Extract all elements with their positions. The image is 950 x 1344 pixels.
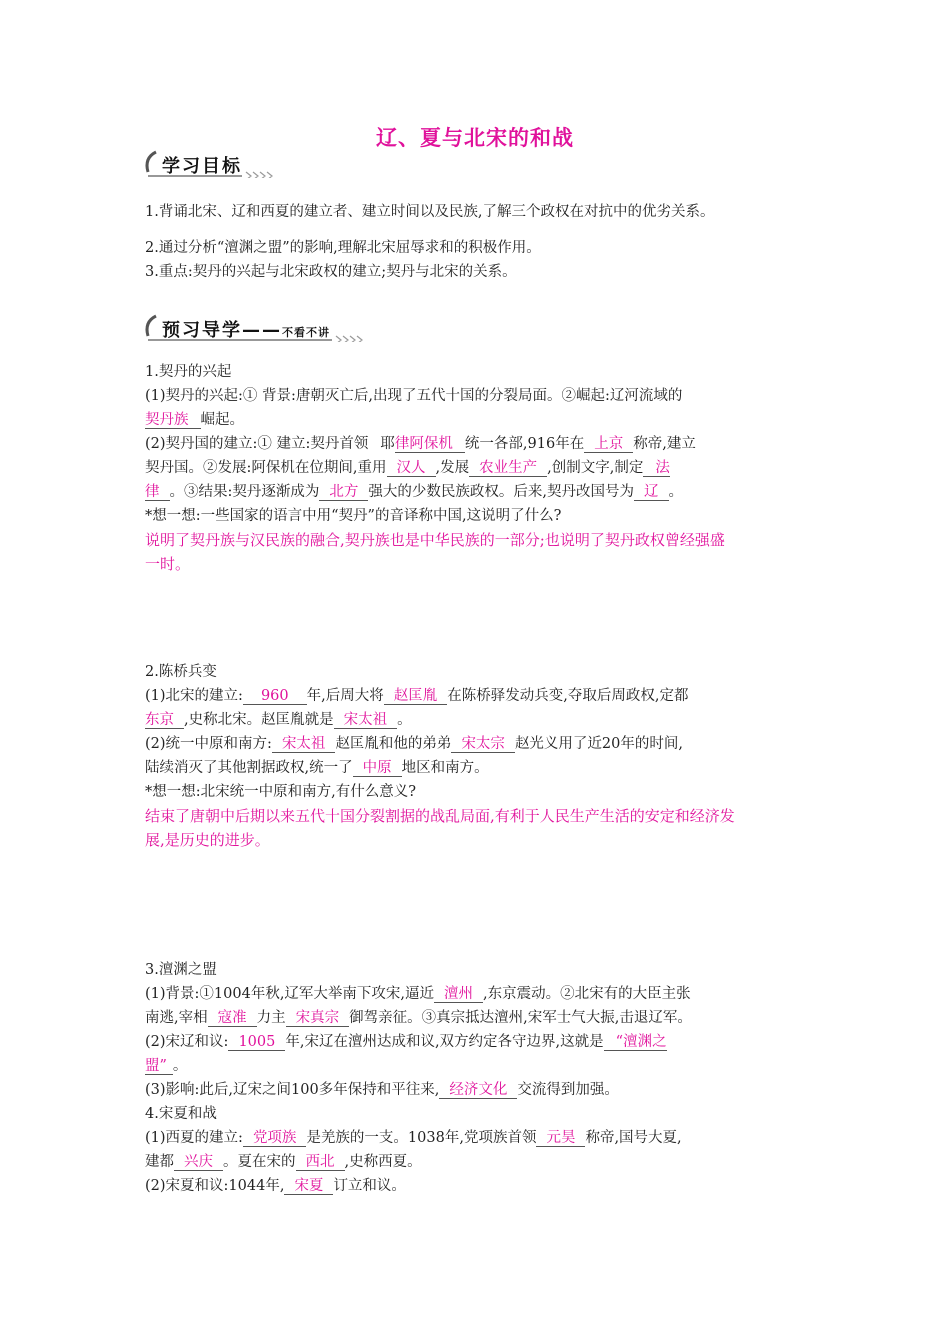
answer-blank: 960 <box>243 688 307 705</box>
text: ,创制文字,制定 <box>547 460 644 476</box>
text-line <box>145 1030 810 1054</box>
text: 称帝,国号大夏, <box>585 1130 682 1146</box>
text: (1)北宋的建立: <box>145 688 243 704</box>
text: 建都 <box>145 1154 174 1170</box>
text: (3)影响:此后,辽宋之间100多年保持和平往来, <box>145 1082 440 1098</box>
objectives-list <box>145 200 810 284</box>
text: (1)西夏的建立: <box>145 1130 243 1146</box>
text-line <box>145 1174 810 1198</box>
think-answer: 说明了契丹族与汉民族的融合,契丹族也是中华民族的一部分;也说明了契丹政权曾经强盛 <box>145 531 725 549</box>
text-line <box>145 756 810 780</box>
text: ,东京震动。②北宋有的大臣主张 <box>483 986 691 1002</box>
text-line <box>145 480 810 504</box>
text: (2)统一中原和南方: <box>145 736 272 752</box>
text: 契丹国。②发展:阿保机在位期间,重用 <box>145 460 387 476</box>
text-line <box>145 732 810 756</box>
text: (1)背景:①1004年秋,辽军大举南下攻宋,逼近 <box>145 986 435 1002</box>
answer-blank: 北方 <box>319 484 368 501</box>
answer-blank: 宋夏 <box>284 1178 333 1195</box>
text: 南逃,宰相 <box>145 1010 208 1026</box>
text: 御驾亲征。③真宗抵达澶州,宋军士气大振,击退辽军。 <box>349 1010 692 1026</box>
text: 统一各部,916年在 <box>464 436 585 452</box>
answer-blank: 元昊 <box>536 1130 585 1147</box>
part-chanyuan <box>145 958 810 1102</box>
text: 。夏在宋的 <box>223 1154 296 1170</box>
text-line <box>145 1126 810 1150</box>
think-question: *想一想:一些国家的语言中用“契丹”的音译称中国,这说明了什么? <box>145 508 562 524</box>
list-item: 3.重点:契丹的兴起与北宋政权的建立;契丹与北宋的关系。 <box>145 264 517 280</box>
answer-blank: 律阿保机 <box>395 436 465 453</box>
answer-blank: 澶州 <box>434 986 483 1003</box>
answer-blank: 西北 <box>296 1154 345 1171</box>
think-question: *想一想:北宋统一中原和南方,有什么意义? <box>145 784 417 800</box>
text: ,史称西夏。 <box>344 1154 422 1170</box>
part-heading: 2.陈桥兵变 <box>145 664 217 680</box>
list-item: 2.通过分析“澶渊之盟”的影响,理解北宋屈辱求和的积极作用。 <box>145 240 541 256</box>
text: 强大的少数民族政权。后来,契丹改国号为 <box>368 484 634 500</box>
heading-text <box>162 316 330 342</box>
text: 是羌族的一支。1038年,党项族首领 <box>306 1130 537 1146</box>
answer-blank: 盟” <box>145 1058 173 1075</box>
think-answer: 结束了唐朝中后期以来五代十国分裂割据的战乱局面,有利于人民生产生活的安定和经济发 <box>145 807 735 825</box>
text: 交流得到加强。 <box>517 1082 619 1098</box>
text: 称帝,建立 <box>633 436 696 452</box>
text: 在陈桥驿发动兵变,夺取后周政权,定都 <box>447 688 689 704</box>
answer-blank: 法 <box>643 460 670 477</box>
answer-blank: 辽 <box>634 484 669 501</box>
text: 地区和南方。 <box>401 760 489 776</box>
part-songxia <box>145 1102 810 1198</box>
text-line: (1)契丹的兴起:① 背景:唐朝灭亡后,出现了五代十国的分裂局面。②崛起:辽河流域的 <box>145 388 683 404</box>
answer-blank: 中原 <box>353 760 402 777</box>
text: 力主 <box>256 1010 286 1026</box>
answer-blank: 汉人 <box>387 460 436 477</box>
text: 年,宋辽在澶州达成和议,双方约定各守边界,这就是 <box>285 1034 604 1050</box>
text: 。 <box>397 712 412 728</box>
answer-blank: 上京 <box>584 436 633 453</box>
part-heading: 3.澶渊之盟 <box>145 962 217 978</box>
answer-blank: 赵匡胤 <box>384 688 448 705</box>
answer-blank: 农业生产 <box>469 460 547 477</box>
text: 订立和议。 <box>333 1178 406 1194</box>
heading-text: 学习目标 <box>162 156 242 177</box>
text-line <box>145 408 810 432</box>
part-chenqiao <box>145 660 810 852</box>
answer-blank: 契丹族 <box>145 412 201 429</box>
text: 。 <box>668 484 683 500</box>
text-line <box>145 456 810 480</box>
answer-blank: 东京 <box>145 712 184 729</box>
text-line <box>145 1006 810 1030</box>
text-line <box>145 432 810 456</box>
text-line <box>145 684 810 708</box>
heading-sub: 不看不讲 <box>282 326 330 339</box>
answer-blank: 宋太宗 <box>451 736 515 753</box>
section-heading-objectives <box>142 148 282 182</box>
text: 赵匡胤和他的弟弟 <box>335 736 452 752</box>
text: ,史称北宋。赵匡胤就是 <box>184 712 334 728</box>
answer-blank: 1005 <box>228 1034 285 1051</box>
text: 崛起。 <box>200 412 244 428</box>
list-item: 1.背诵北宋、辽和西夏的建立者、建立时间以及民族,了解三个政权在对抗中的优劣关系。 <box>145 204 715 220</box>
text: (2)宋夏和议:1044年, <box>145 1178 285 1194</box>
part-heading: 1.契丹的兴起 <box>145 364 232 380</box>
text-line <box>145 708 810 732</box>
text: 耶 <box>380 436 395 452</box>
think-answer: 一时。 <box>145 555 191 573</box>
answer-blank: 党项族 <box>243 1130 307 1147</box>
answer-blank: 宋太祖 <box>272 736 336 753</box>
answer-blank: 律 <box>145 484 170 501</box>
text: 陆续消灭了其他割据政权,统一了 <box>145 760 353 776</box>
text: 赵光义用了近20年的时间, <box>514 736 683 752</box>
part-qidan <box>145 360 810 576</box>
page-title: 辽、夏与北宋的和战 <box>376 126 574 150</box>
text-line <box>145 1078 810 1102</box>
answer-blank: 寇准 <box>208 1010 257 1027</box>
answer-blank: 宋真宗 <box>286 1010 350 1027</box>
text: 。 <box>172 1058 188 1074</box>
answer-blank: “澶渊之 <box>604 1034 667 1051</box>
answer-blank: 兴庆 <box>174 1154 223 1171</box>
part-heading: 4.宋夏和战 <box>145 1106 217 1122</box>
text-line <box>145 982 810 1006</box>
think-answer: 展,是历史的进步。 <box>145 831 270 849</box>
answer-blank: 经济文化 <box>439 1082 517 1099</box>
text: 年,后周大将 <box>306 688 384 704</box>
section-heading-preview <box>142 312 372 346</box>
text-line <box>145 1054 810 1078</box>
text-line <box>145 1150 810 1174</box>
text: (2)契丹国的建立:① 建立:契丹首领 <box>145 436 369 452</box>
text: ,发展 <box>435 460 470 476</box>
heading-main: 预习导学—— <box>162 320 282 341</box>
text: (2)宋辽和议: <box>145 1034 229 1050</box>
answer-blank: 宋太祖 <box>334 712 398 729</box>
text: 。③结果:契丹逐渐成为 <box>169 484 320 500</box>
